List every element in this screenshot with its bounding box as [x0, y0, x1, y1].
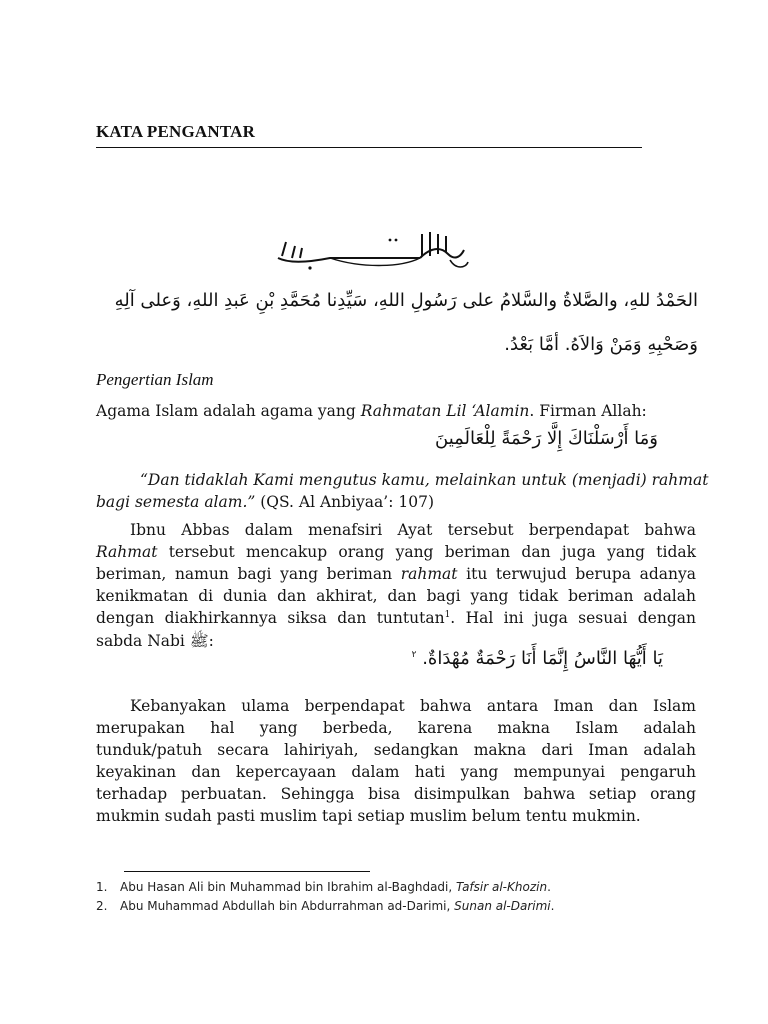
footnote-1	[96, 880, 551, 894]
paragraph-2-line-2-text: tersebut mencakup orang yang beriman dan juga yang tidak	[157, 543, 696, 561]
paragraph-3-line-4: keyakinan dan kepercayaan dalam hati yang mempunyai pengaruh	[96, 763, 696, 781]
paragraph-2-line-5	[96, 609, 696, 627]
paragraph-1-suffix: . Firman Allah:	[529, 402, 647, 420]
arabic-verse: وَمَا أَرْسَلْنَاكَ إِلَّا رَحْمَةً لِلْعَالَمِينَ	[435, 428, 658, 449]
heading-underline	[96, 147, 642, 148]
arabic-opening-line-2: وَصَحْبِهِ وَمَنْ وَالاَهُ. أمَّا بَعْدُ.	[504, 334, 698, 355]
translation-line-1: “Dan tidaklah Kami mengutus kamu, melainkan untuk (menjadi) rahmat	[140, 471, 709, 489]
quran-reference: (QS. Al Anbiyaa’: 107)	[255, 493, 434, 511]
paragraph-3-line-1: Kebanyakan ulama berpendapat bahwa antara Iman dan Islam	[130, 697, 696, 715]
basmala-calligraphy	[270, 228, 470, 276]
paragraph-2-line-6: sabda Nabi ﷺ:	[96, 632, 214, 650]
footnote-2-number: 2.	[96, 899, 108, 913]
section-title: Pengertian Islam	[96, 370, 214, 389]
footnote-1-text: Abu Hasan Ali bin Muhammad bin Ibrahim al-Baghdadi,	[120, 880, 456, 894]
arabic-hadith	[412, 648, 663, 669]
paragraph-1	[96, 402, 647, 420]
page-heading: KATA PENGANTAR	[96, 122, 256, 141]
paragraph-2-line-5-post: . Hal ini juga sesuai dengan	[450, 609, 696, 627]
footnote-2	[96, 899, 554, 913]
paragraph-2-line-3-post: itu terwujud berupa adanya	[457, 565, 696, 583]
footnote-2-end: .	[550, 899, 555, 913]
paragraph-2-line-5-pre: dengan diakhirkannya siksa dan tuntutan	[96, 609, 445, 627]
paragraph-1-prefix: Agama Islam adalah agama yang	[96, 402, 361, 420]
paragraph-2-line-2	[96, 543, 696, 561]
paragraph-2-line-1: Ibnu Abbas dalam menafsiri Ayat tersebut berpendapat bahwa	[130, 521, 696, 539]
paragraph-2-italic-rahmat: Rahmat	[96, 543, 158, 561]
footnote-2-title: Sunan al-Darimi	[454, 899, 551, 913]
paragraph-3-line-5: terhadap perbuatan. Sehingga bisa disimpulkan bahwa setiap orang	[96, 785, 696, 803]
translation-line-2	[96, 493, 434, 511]
footnote-1-end: .	[547, 880, 551, 894]
paragraph-2-line-3	[96, 565, 696, 583]
paragraph-1-italic: Rahmatan Lil ‘Alamin	[360, 402, 530, 420]
footnote-2-text: Abu Muhammad Abdullah bin Abdurrahman ad-Darimi,	[120, 899, 455, 913]
footnote-1-title: Tafsir al-Khozin	[456, 880, 548, 894]
footnote-separator	[124, 871, 370, 872]
paragraph-3-line-6: mukmin sudah pasti muslim tapi setiap muslim belum tentu mukmin.	[96, 807, 641, 825]
paragraph-3-line-3: tunduk/patuh secara lahiriyah, sedangkan makna dari Iman adalah	[96, 741, 696, 759]
footnote-marker-2: ٢	[411, 650, 417, 660]
footnote-marker-1: 1	[444, 609, 451, 620]
footnote-1-number: 1.	[96, 880, 108, 894]
arabic-hadith-text: يَا أَيُّهَا النَّاسُ إِنَّمَا أَنَا رَحْمَةٌ مُهْدَاةٌ.	[422, 648, 663, 669]
paragraph-2-line-3-pre: beriman, namun bagi yang beriman	[96, 565, 401, 583]
paragraph-2-italic-rahmat-2: rahmat	[400, 565, 458, 583]
paragraph-3-line-2: merupakan hal yang berbeda, karena makna Islam adalah	[96, 719, 696, 737]
translation-line-2-text: bagi semesta alam.”	[96, 493, 256, 511]
arabic-opening-line-1: الحَمْدُ للهِ، والصَّلاةُ والسَّلامُ على رَسُولِ اللهِ، سَيِّدِنا مُحَمَّدِ بْنِ عَبدِ اللهِ، وَعلى آلِهِ	[114, 290, 698, 311]
paragraph-2-line-4: kenikmatan di dunia dan akhirat, dan bagi yang tidak beriman adalah	[96, 587, 696, 605]
